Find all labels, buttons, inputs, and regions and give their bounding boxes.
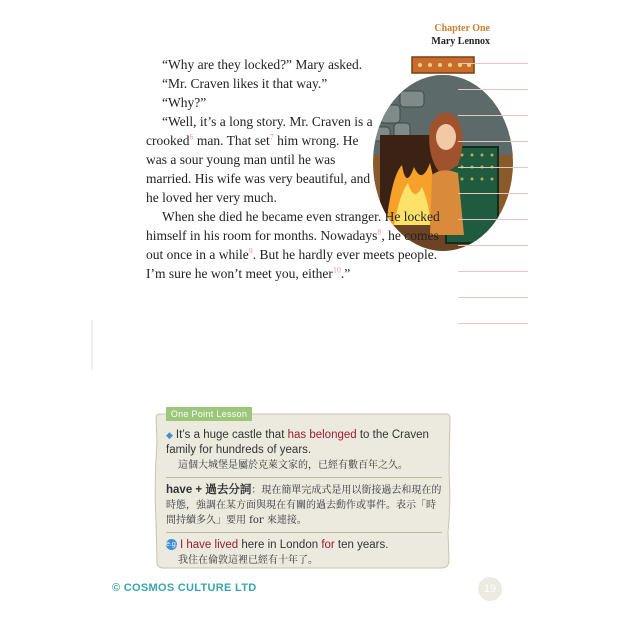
page-number: 19 <box>478 577 502 601</box>
example-badge: e.g. <box>166 541 178 549</box>
gloss-number: 10 <box>332 265 341 275</box>
lesson-example-1 <box>166 428 442 458</box>
margin-rules <box>458 55 528 325</box>
paragraph: “Mr. Craven likes it that way.” <box>162 76 328 91</box>
text-run: here in London <box>238 539 322 551</box>
copyright: © COSMOS CULTURE LTD <box>112 582 257 594</box>
rule-line <box>458 245 528 246</box>
rule-text: ：現在簡單完成式是用以銜接過去和現在的時態，強調在某方面與現在有關的過去動作或事件。表示「時間持續多久」要用 for 來連接。 <box>166 485 442 526</box>
lesson-example-2 <box>166 538 442 553</box>
text-run: ten years. <box>334 539 389 551</box>
margin-line <box>91 320 93 370</box>
story-text <box>146 55 446 283</box>
divider <box>166 477 442 478</box>
text-run: It’s a huge castle that <box>175 429 288 441</box>
text-run: man. That set <box>193 133 270 148</box>
rule-line <box>458 193 528 194</box>
rule-line <box>458 89 528 90</box>
lesson-body <box>166 428 442 568</box>
text-run: .” <box>340 266 351 281</box>
highlight-text: has belonged <box>287 429 357 441</box>
rule-line <box>458 271 528 272</box>
rule-line <box>458 297 528 298</box>
highlight-text: I have lived <box>180 539 239 551</box>
text-run: . But he hardly ever meets people. I’m sure he won’t meet you, either <box>146 247 438 281</box>
chapter-label: Chapter One <box>434 23 490 34</box>
translation-1: 這個大城堡是屬於克萊文家的，已經有數百年之久。 <box>178 460 408 471</box>
translation-2: 我住在倫敦這裡已經有十年了。 <box>178 555 318 566</box>
paragraph <box>146 207 446 283</box>
chapter-header <box>431 22 490 48</box>
rule-line <box>458 115 528 116</box>
text-run: him wrong. He was a sour young man until he was married. His wife was very beautiful, and he loved her very much. <box>146 133 371 205</box>
gloss-number: 6 <box>189 132 194 142</box>
rule-line <box>458 141 528 142</box>
paragraph: “Why?” <box>162 95 207 110</box>
text-run: , he comes out once in a while <box>146 228 439 262</box>
rule-heading: have + 過去分詞 <box>166 484 252 496</box>
highlight-text: for <box>321 539 335 551</box>
text-run: to the Craven family for hundreds of years. <box>166 429 429 456</box>
paragraph: “Why are they locked?” Mary asked. <box>162 57 363 72</box>
diamond-bullet-icon: ◆ <box>166 430 173 440</box>
chapter-title: Mary Lennox <box>431 36 490 47</box>
one-point-lesson <box>154 409 452 570</box>
gloss-number: 7 <box>269 132 274 142</box>
rule-line <box>458 167 528 168</box>
text-run: When she died he became even stranger. He locked himself in his room for months. Nowadays <box>146 209 440 243</box>
gloss-number: 9 <box>248 246 253 256</box>
paragraph <box>146 112 374 207</box>
text-run: “Well, it’s a long story. Mr. Craven is a crooked <box>146 114 373 148</box>
rule-line <box>458 323 528 324</box>
divider <box>166 532 442 533</box>
rule-line <box>458 63 528 64</box>
lesson-tag: One Point Lesson <box>166 407 252 421</box>
gloss-number: 8 <box>377 227 382 237</box>
grammar-rule <box>166 483 442 528</box>
rule-line <box>458 219 528 220</box>
